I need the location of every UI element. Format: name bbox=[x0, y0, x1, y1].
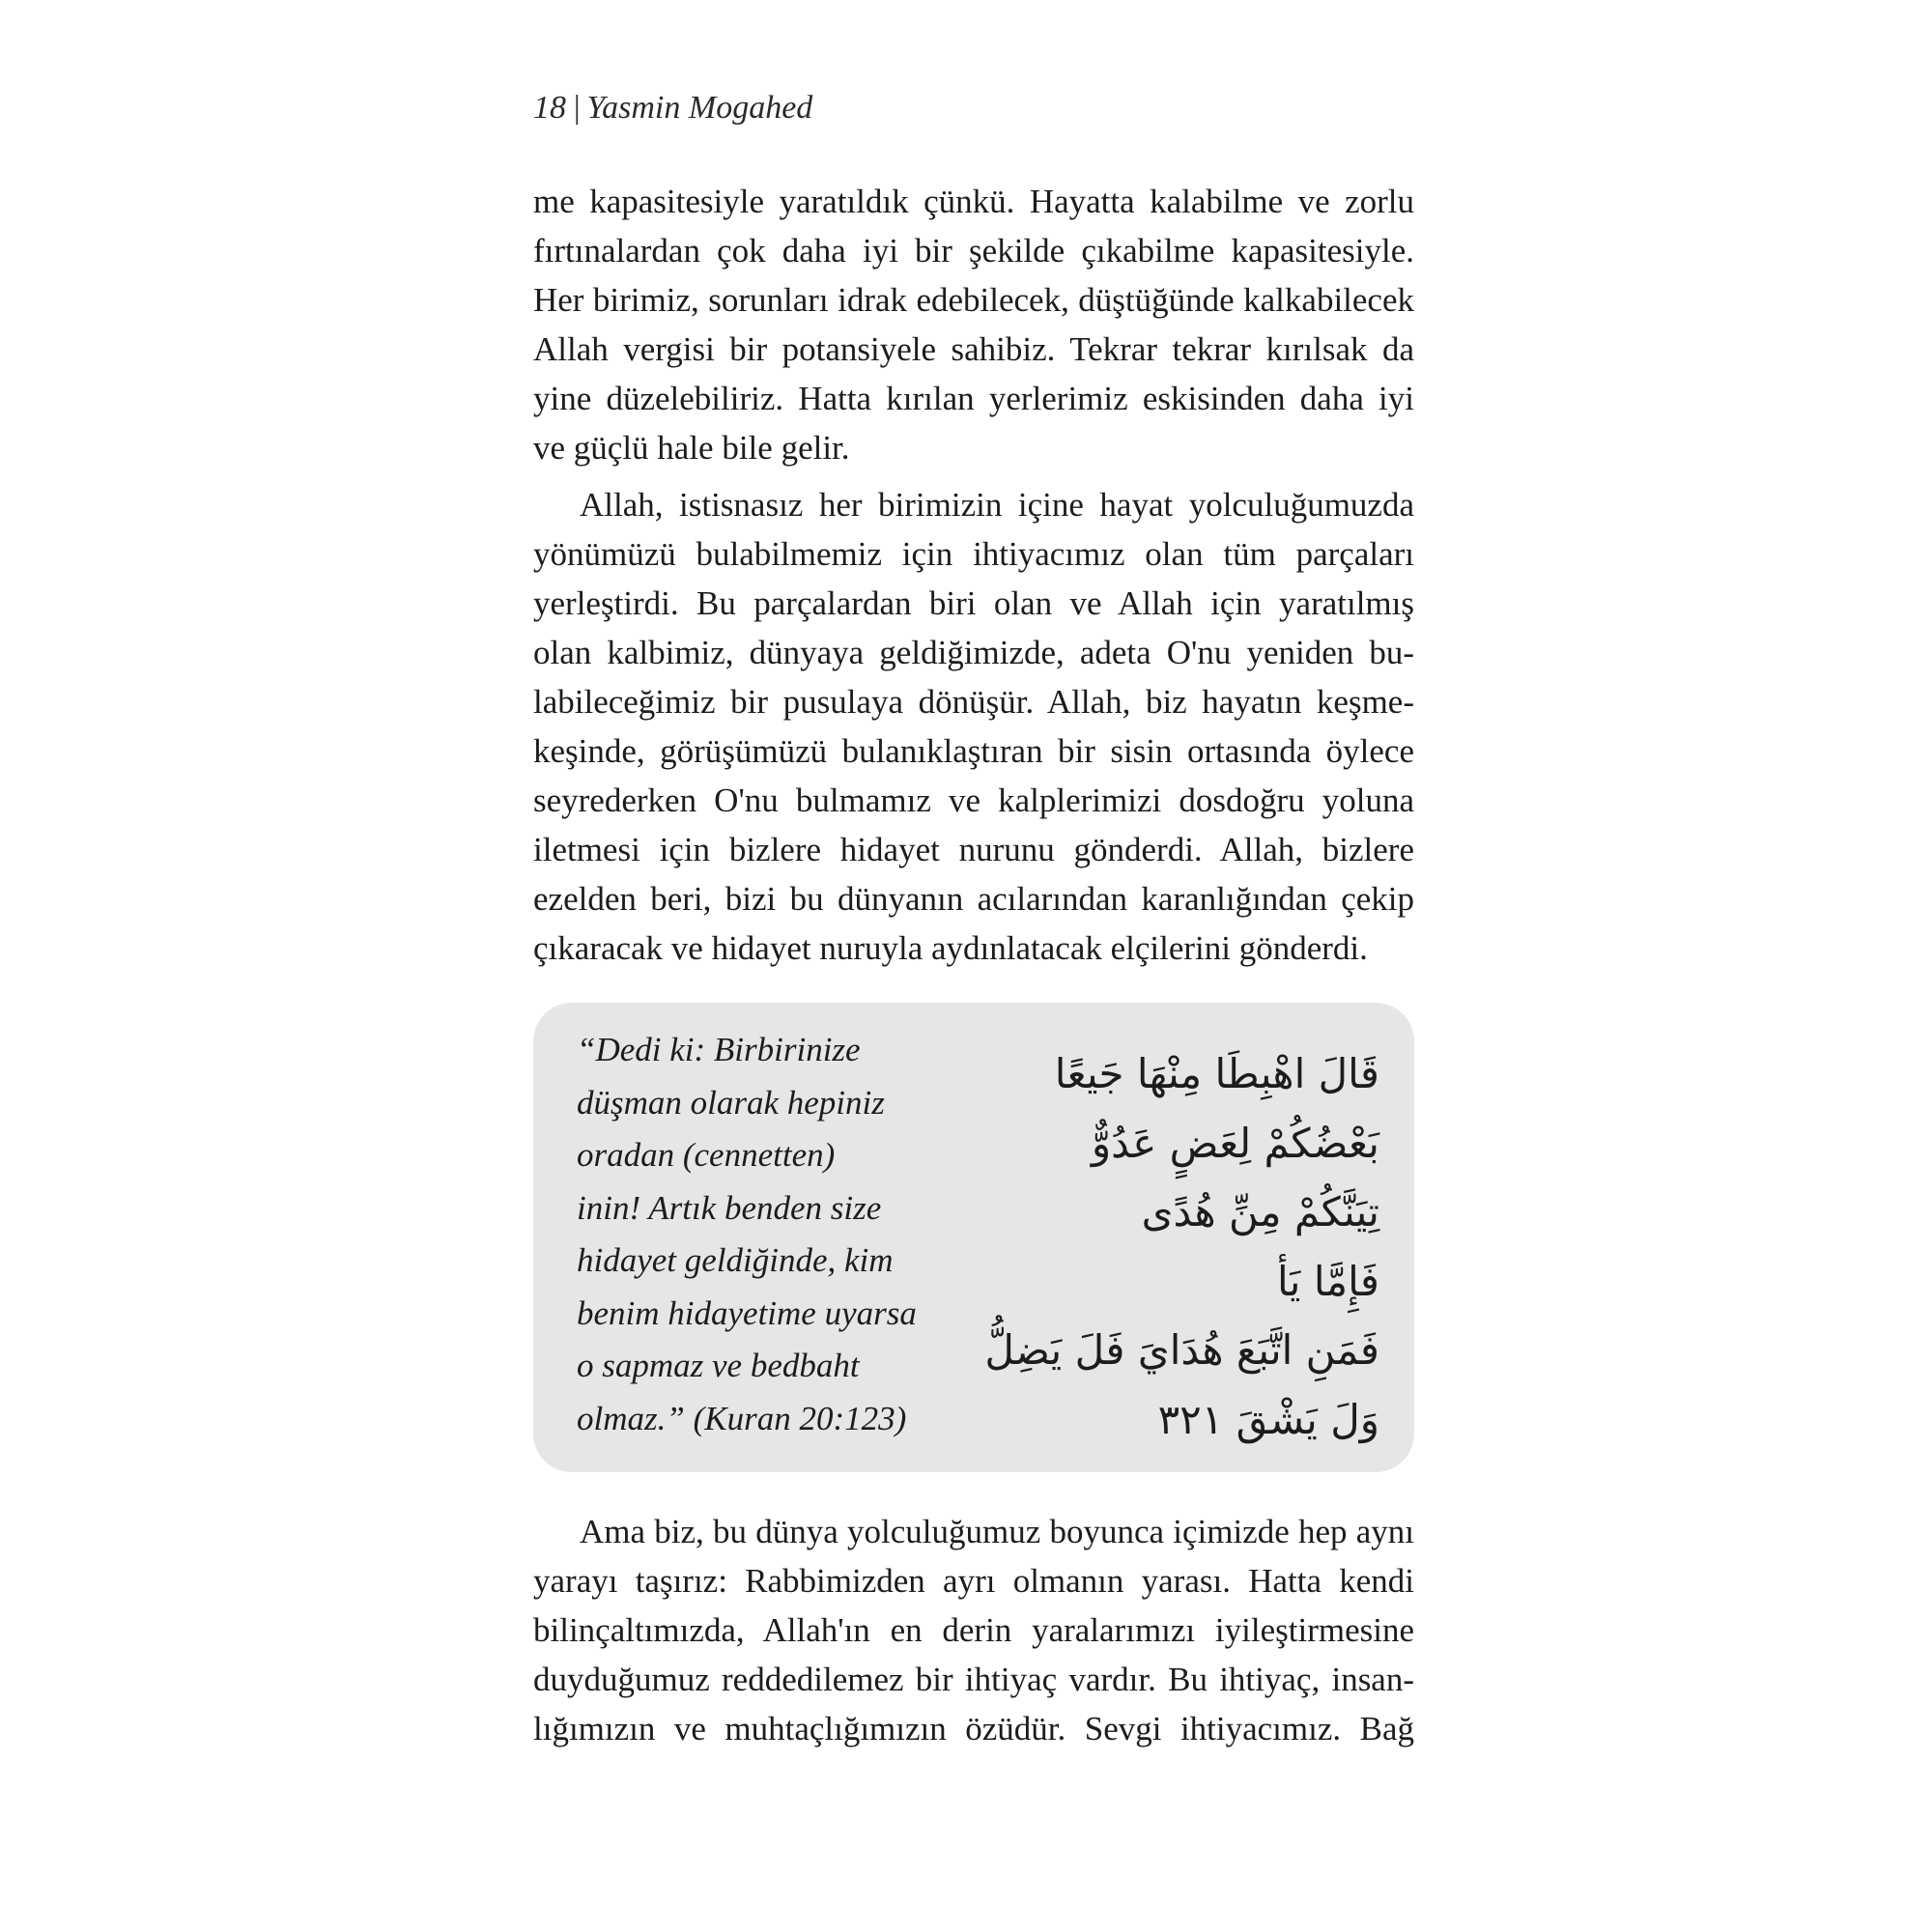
paragraph-line: iletmesi için bizlere hidayet nurunu gönderdi. Allah, bizlere bbox=[533, 831, 1414, 868]
translation-line: o sapmaz ve bedbaht bbox=[577, 1347, 860, 1384]
running-head bbox=[533, 87, 812, 129]
paragraph-line: çıkaracak ve hidayet nuruyla aydınlatacak elçilerini gönderdi. bbox=[533, 929, 1368, 967]
paragraph-line: Ama biz, bu dünya yolculuğumuz boyunca içimizde hep aynı bbox=[580, 1513, 1414, 1550]
author-name: Yasmin Mogahed bbox=[586, 90, 813, 126]
verse-box bbox=[533, 1003, 1414, 1472]
translation-line: benim hidayetime uyarsa bbox=[577, 1293, 917, 1332]
paragraph-line: yerleştirdi. Bu parçalardan biri olan ve Allah için yaratılmış bbox=[533, 584, 1414, 622]
paragraph-line: yine düzelebiliriz. Hatta kırılan yerlerimiz eskisinden daha iyi bbox=[533, 380, 1414, 417]
translation-line: olmaz.” (Kuran 20:123) bbox=[577, 1399, 907, 1437]
translation-line: hidayet geldiğinde, kim bbox=[577, 1241, 894, 1279]
paragraph-3 bbox=[533, 1507, 1414, 1753]
arabic-line: قَالَ اهْبِطَا مِنْهَا جَيعًا bbox=[1054, 1050, 1379, 1097]
paragraph-line: ezelden beri, bizi bu dünyanın acılarından karanlığından çekip bbox=[533, 880, 1414, 918]
paragraph-line: bilinçaltımızda, Allah'ın en derin yaralarımızı iyileştirmesine bbox=[533, 1611, 1414, 1649]
translation-line: düşman olarak hepiniz bbox=[577, 1083, 885, 1122]
paragraph-line: me kapasitesiyle yaratıldık çünkü. Hayatta kalabilme ve zorlu bbox=[533, 183, 1414, 220]
paragraph-line: ve güçlü hale bile gelir. bbox=[533, 429, 850, 467]
paragraph-line: labileceğimiz bir pusulaya dönüşür. Allah, biz hayatın keşme- bbox=[533, 683, 1414, 721]
paragraph-1 bbox=[533, 177, 1414, 472]
translation-line: inin! Artık benden size bbox=[577, 1188, 882, 1227]
paragraph-line: seyrederken O'nu bulmamız ve kalplerimizi dosdoğru yoluna bbox=[533, 781, 1414, 819]
paragraph-line: lığımızın ve muhtaçlığımızın özüdür. Sevgi ihtiyacımız. Bağ bbox=[533, 1710, 1414, 1747]
translation-line: oradan (cennetten) bbox=[577, 1136, 836, 1174]
arabic-line: وَلَ يَشْقَ ٣٢١ bbox=[1157, 1395, 1379, 1443]
paragraph-line: fırtınalardan çok daha iyi bir şekilde çıkabilme kapasitesiyle. bbox=[533, 232, 1414, 270]
header-separator: | bbox=[572, 90, 582, 126]
verse-arabic bbox=[964, 1039, 1379, 1454]
page-number: 18 bbox=[533, 90, 566, 126]
arabic-line: بَعْضُكُمْ لِعَضٍ عَدُوٌّ bbox=[1091, 1119, 1379, 1167]
paragraph-line: Her birimiz, sorunları idrak edebilecek, düştüğünde kalkabilecek bbox=[533, 281, 1414, 319]
arabic-line: تِيَنَّكُمْ مِنِّ هُدًى bbox=[1141, 1188, 1379, 1236]
paragraph-line: Allah, istisnasız her birimizin içine hayat yolculuğumuzda bbox=[580, 486, 1414, 524]
verse-translation bbox=[577, 1024, 982, 1445]
paragraph-line: olan kalbimiz, dünyaya geldiğimizde, adeta O'nu yeniden bu- bbox=[533, 634, 1414, 671]
paragraph-line: yarayı taşırız: Rabbimizden ayrı olmanın yarası. Hatta kendi bbox=[533, 1562, 1414, 1600]
paragraph-line: yönümüzü bulabilmemiz için ihtiyacımız olan tüm parçaları bbox=[533, 535, 1414, 573]
paragraph-line: Allah vergisi bir potansiyele sahibiz. Tekrar tekrar kırılsak da bbox=[533, 330, 1414, 368]
paragraph-line: duyduğumuz reddedilemez bir ihtiyaç vardır. Bu ihtiyaç, insan- bbox=[533, 1661, 1414, 1698]
arabic-line: فَمَنِ اتَّبَعَ هُدَايَ فَلَ يَضِلُّ bbox=[984, 1326, 1379, 1374]
translation-line: “Dedi ki: Birbirinize bbox=[577, 1031, 861, 1068]
paragraph-2 bbox=[533, 480, 1414, 973]
arabic-line: فَإِمَّا يَأ bbox=[1276, 1257, 1379, 1305]
paragraph-line: keşinde, görüşümüzü bulanıklaştıran bir sisin ortasında öylece bbox=[533, 732, 1414, 770]
